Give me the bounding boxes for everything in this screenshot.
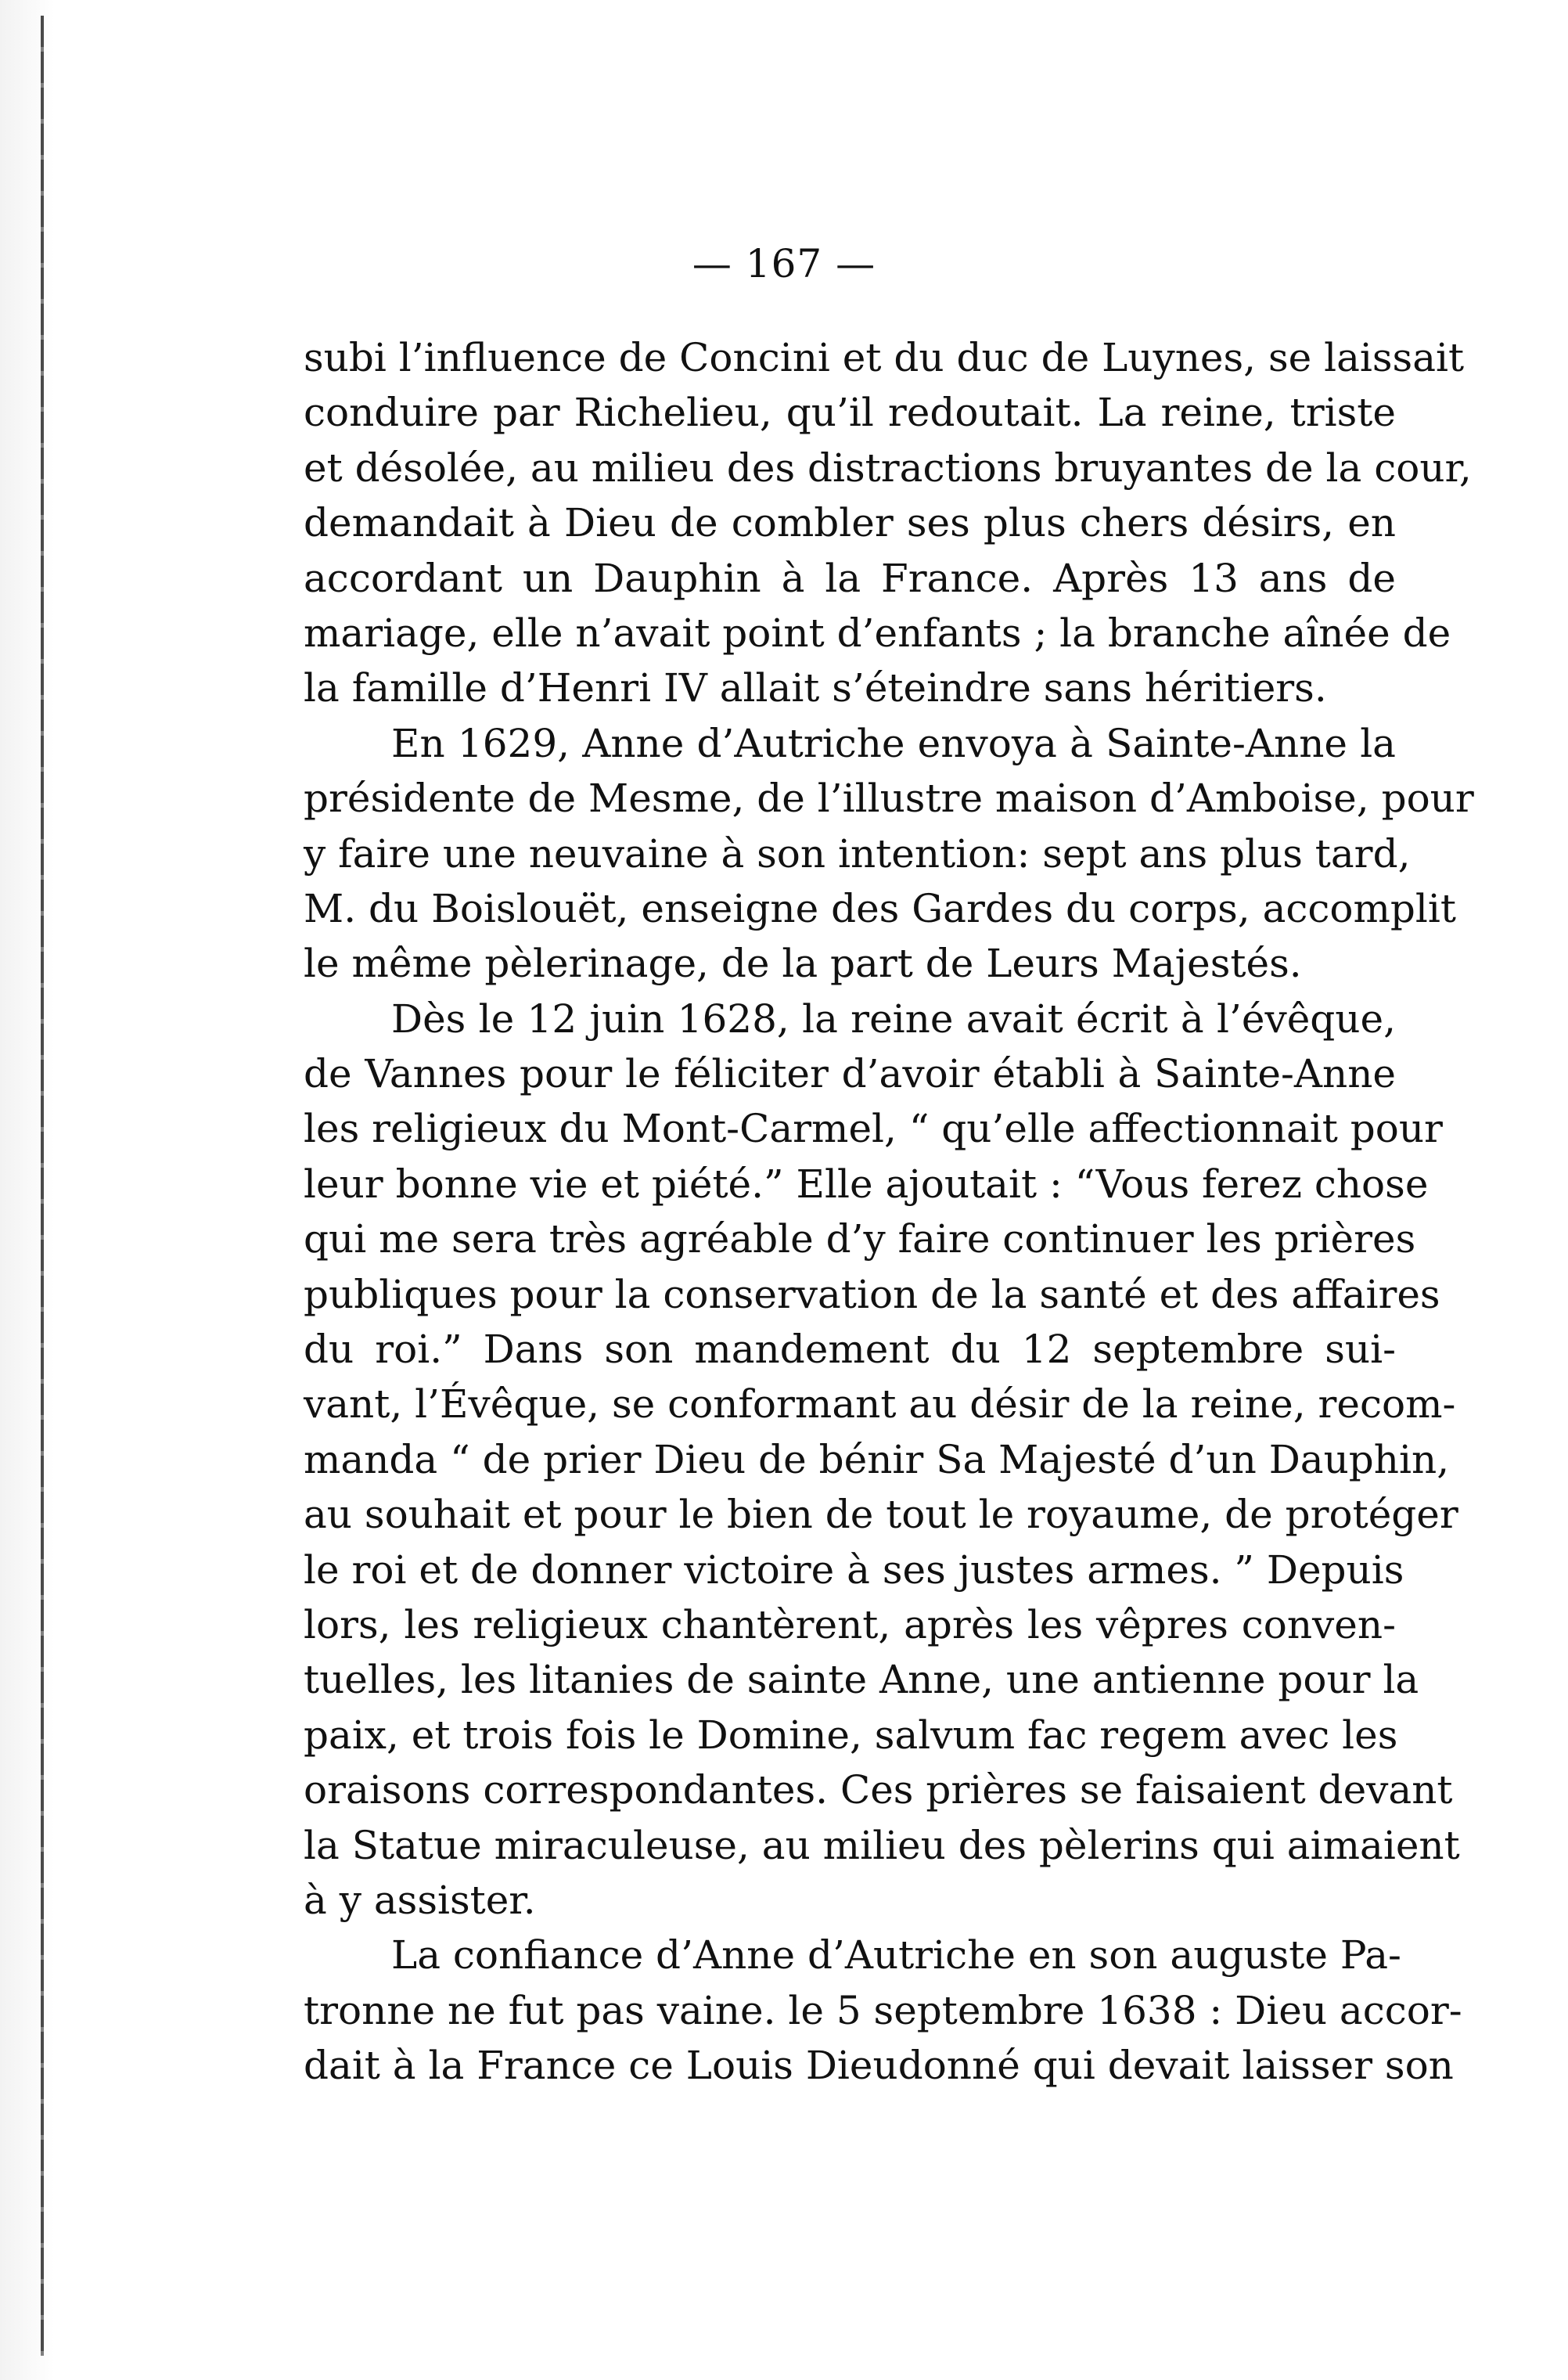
page-body-text — [304, 330, 1474, 2094]
text-line: demandait à Dieu de combler ses plus chers désirs, en — [304, 500, 1396, 546]
text-line: la Statue miraculeuse, au milieu des pèlerins qui aimaient — [304, 1822, 1460, 1868]
text-line: qui me sera très agréable d’y faire continuer les prières — [304, 1216, 1416, 1262]
text-line: tronne ne fut pas vaine. le 5 septembre 1638 : Dieu accor- — [304, 1987, 1462, 2033]
text-line: la famille d’Henri IV allait s’éteindre sans héritiers. — [304, 665, 1327, 711]
text-line: tuelles, les litanies de sainte Anne, une antienne pour la — [304, 1657, 1419, 1703]
page-binding-edge — [0, 0, 55, 2380]
text-line: paix, et trois fois le Domine, salvum fac regem avec les — [304, 1712, 1398, 1758]
page-binding-line — [41, 16, 44, 2356]
text-line: manda “ de prier Dieu de bénir Sa Majesté d’un Dauphin, — [304, 1436, 1450, 1482]
text-line: dait à la France ce Louis Dieudonné qui devait laisser son — [304, 2043, 1454, 2089]
text-line: y faire une neuvaine à son intention: sept ans plus tard, — [304, 830, 1411, 877]
text-line: à y assister. — [304, 1877, 536, 1923]
text-line: Dès le 12 juin 1628, la reine avait écrit à l’évêque, — [391, 996, 1396, 1042]
text-line: de Vannes pour le féliciter d’avoir établi à Sainte-Anne — [304, 1051, 1396, 1097]
text-line: le roi et de donner victoire à ses justes armes. ” Depuis — [304, 1546, 1404, 1593]
text-line: et désolée, au milieu des distractions bruyantes de la cour, — [304, 445, 1472, 491]
text-line: vant, l’Évêque, se conformant au désir de la reine, recom- — [304, 1381, 1456, 1428]
text-line: La confiance d’Anne d’Autriche en son auguste Pa- — [391, 1932, 1401, 1979]
text-line: M. du Boislouët, enseigne des Gardes du corps, accomplit — [304, 885, 1456, 931]
text-line: du roi.” Dans son mandement du 12 septembre sui- — [304, 1327, 1396, 1373]
text-line: mariage, elle n’avait point d’enfants ; la branche aînée de — [304, 610, 1451, 656]
text-line: accordant un Dauphin à la France. Après 13 ans de — [304, 555, 1396, 601]
text-line: le même pèlerinage, de la part de Leurs Majestés. — [304, 941, 1302, 987]
text-line: subi l’influence de Concini et du duc de Luynes, se laissait — [304, 335, 1465, 380]
text-line: au souhait et pour le bien de tout le royaume, de protéger — [304, 1492, 1458, 1538]
text-line: publiques pour la conservation de la santé et des affaires — [304, 1271, 1440, 1317]
text-line: lors, les religieux chantèrent, après les vêpres conven- — [304, 1601, 1396, 1647]
text-line: oraisons correspondantes. Ces prières se faisaient devant — [304, 1767, 1453, 1813]
text-line: les religieux du Mont-Carmel, “ qu’elle affectionnait pour — [304, 1106, 1443, 1152]
text-line: En 1629, Anne d’Autriche envoya à Sainte-Anne la — [391, 720, 1396, 766]
text-line: présidente de Mesme, de l’illustre maison d’Amboise, pour — [304, 776, 1474, 822]
text-line: conduire par Richelieu, qu’il redoutait. La reine, triste — [304, 390, 1396, 436]
text-line: leur bonne vie et piété.” Elle ajoutait : “Vous ferez chose — [304, 1161, 1429, 1207]
page-number: — 167 — — [692, 241, 876, 286]
